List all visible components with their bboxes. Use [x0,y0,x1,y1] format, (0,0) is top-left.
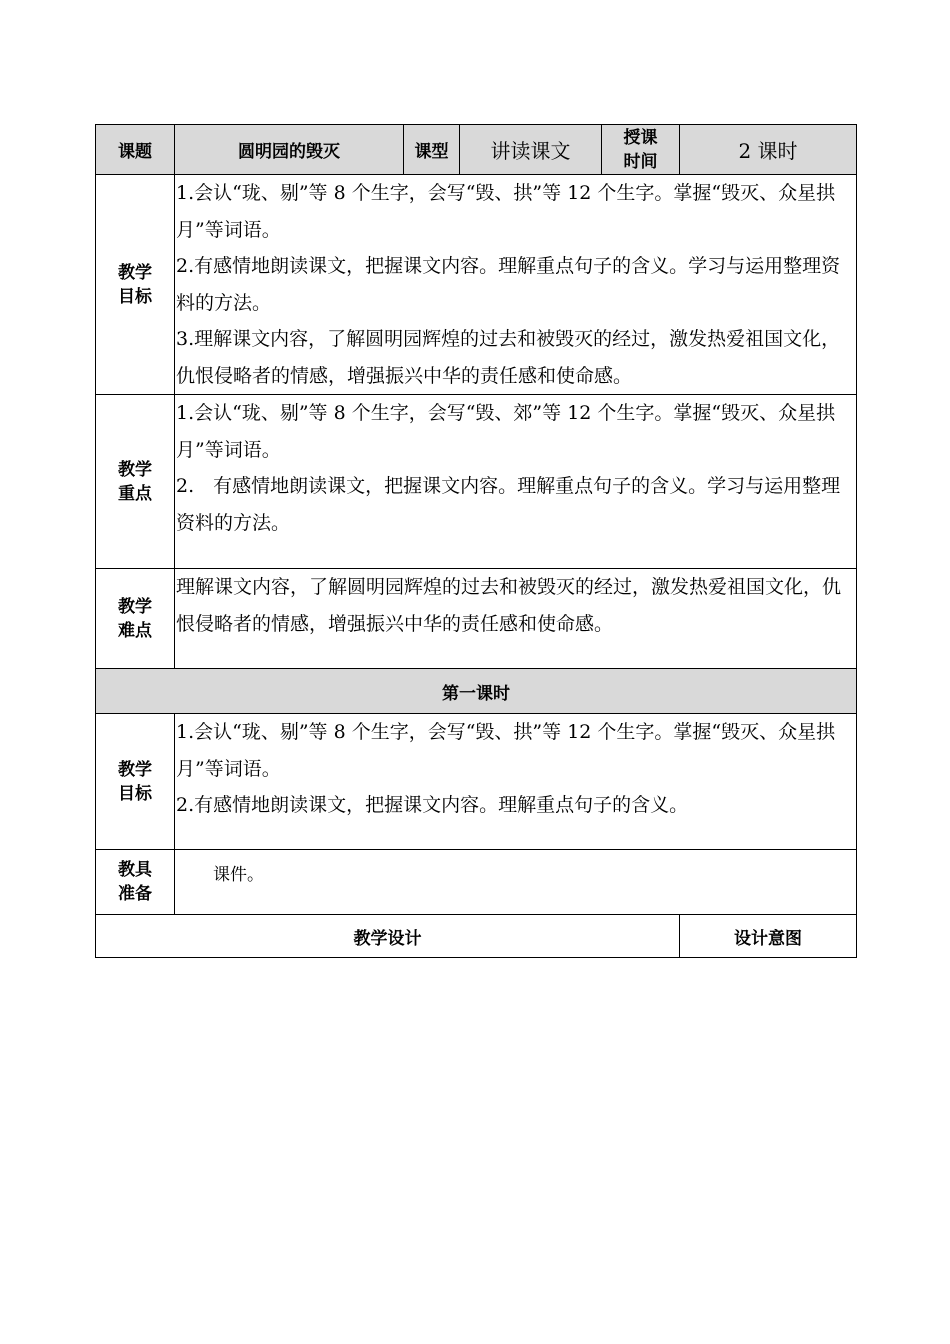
lesson1-tools-value: 课件。 [175,850,857,915]
lesson1-band-row [96,669,857,714]
header-row [96,125,857,175]
key-points-label [96,395,175,569]
lesson1-goal-item-1: 1.会认“珑、剔”等 8 个生字，会写“毁、拱”等 12 个生字。掌握“毁灭、众星拱月”等词语。 [176,721,836,780]
lesson1-goals-label-line1: 教学 [118,759,152,780]
time-label-line2: 时间 [623,151,658,172]
design-label: 教学设计 [96,915,680,958]
time-label [602,125,680,175]
lesson1-tools-label-line2: 准备 [118,884,152,904]
lesson1-tools-label-line1: 教具 [118,860,152,880]
goal-item-3: 3.理解课文内容，了解圆明园辉煌的过去和被毁灭的经过，激发热爱祖国文化，仇恨侵略者的情感，增强振兴中华的责任感和使命感。 [176,328,841,387]
time-value: 2 课时 [680,125,857,175]
difficulties-text: 理解课文内容，了解圆明园辉煌的过去和被毁灭的经过，激发热爱祖国文化，仇恨侵略者的情感，增强振兴中华的责任感和使命感。 [176,576,842,635]
topic-label: 课题 [96,125,175,175]
key-point-item-1: 1.会认“珑、剔”等 8 个生字，会写“毁、郊”等 12 个生字。掌握“毁灭、众星拱月”等词语。 [176,402,836,461]
goal-item-2: 2.有感情地朗读课文，把握课文内容。理解重点句子的含义。学习与运用整理资料的方法。 [176,255,841,314]
type-label: 课型 [404,125,460,175]
difficulties-label-line1: 教学 [118,596,152,617]
lesson-plan-sheet [95,124,856,958]
key-points-content [175,395,857,569]
design-header-row [96,915,857,958]
goals-label [96,175,175,395]
lesson1-title: 第一课时 [96,669,857,714]
key-points-label-line2: 重点 [118,483,152,504]
lesson1-goal-item-2: 2.有感情地朗读课文，把握课文内容。理解重点句子的含义。 [176,794,689,816]
difficulties-content [175,569,857,669]
lesson1-tools-label [96,850,175,915]
goal-item-1: 1.会认“珑、剔”等 8 个生字，会写“毁、拱”等 12 个生字。掌握“毁灭、众星拱月”等词语。 [176,182,836,241]
lesson1-tools-row [96,850,857,915]
lesson1-goals-content [175,714,857,850]
key-points-label-line1: 教学 [118,459,152,480]
difficulties-label-line2: 难点 [118,620,152,641]
key-points-row [96,395,857,569]
lesson1-goals-row [96,714,857,850]
lesson1-goals-label [96,714,175,850]
goals-row [96,175,857,395]
lesson1-goals-label-line2: 目标 [118,783,152,804]
goals-content [175,175,857,395]
key-point-item-2: 2. 有感情地朗读课文，把握课文内容。理解重点句子的含义。学习与运用整理资料的方法。 [176,475,841,534]
topic-value: 圆明园的毁灭 [175,125,404,175]
goals-label-line2: 目标 [118,286,152,307]
difficulties-row [96,569,857,669]
time-label-line1: 授课 [623,127,658,148]
type-value: 讲读课文 [460,125,602,175]
difficulties-label [96,569,175,669]
intent-label: 设计意图 [680,915,857,958]
goals-label-line1: 教学 [118,262,152,283]
lesson-plan-table [95,124,857,958]
